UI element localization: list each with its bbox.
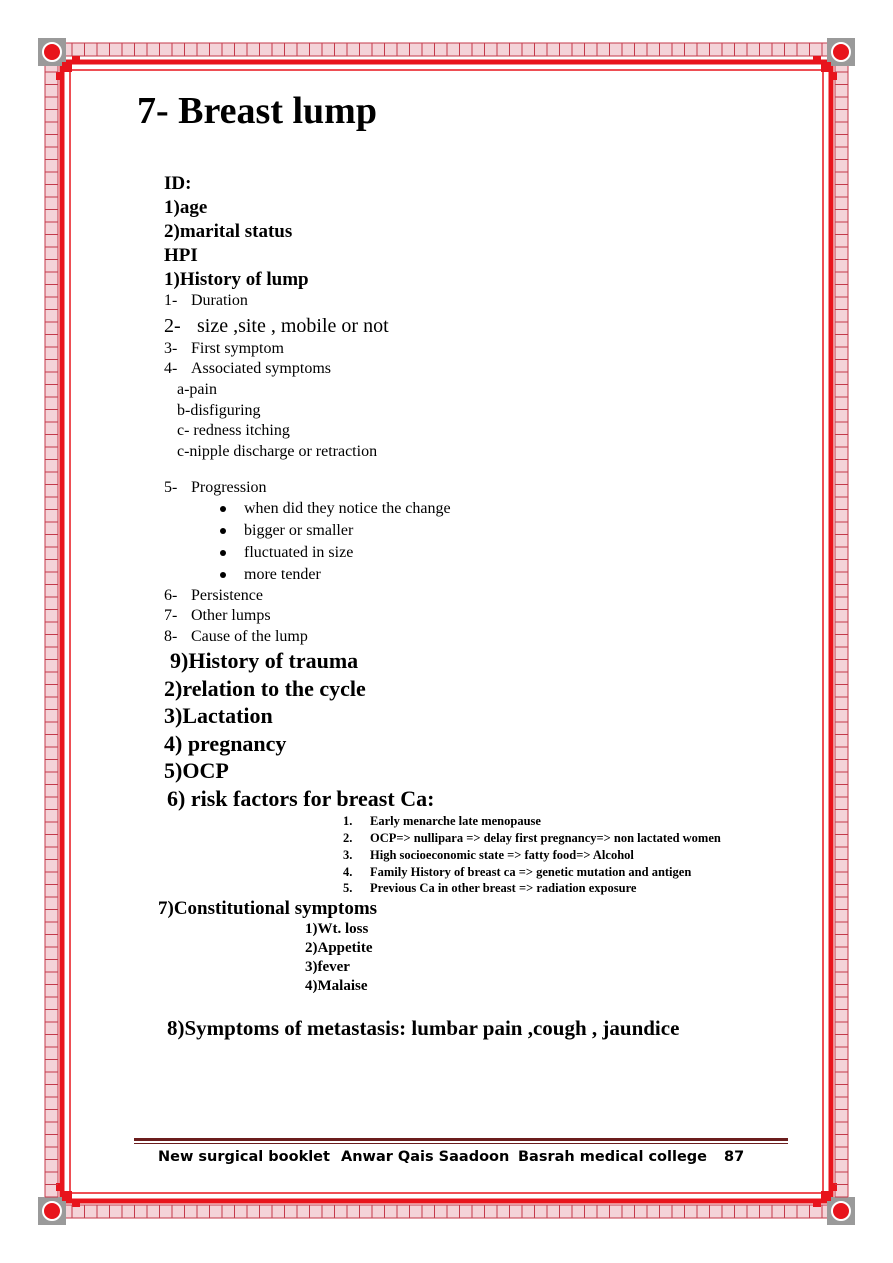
footer-booklet: New surgical booklet (158, 1149, 330, 1165)
associated-item: c-nipple discharge or retraction (177, 443, 378, 460)
progression-bullet: bigger or smaller (244, 522, 354, 539)
list-item: 3- First symptom (164, 340, 284, 357)
heading-risk-factors: 6) risk factors for breast Ca: (167, 786, 435, 811)
id-heading: ID: (164, 173, 192, 194)
progression-bullet: when did they notice the change (244, 500, 451, 517)
footer-page-number: 87 (724, 1149, 745, 1165)
risk-item: 4. Family History of breast ca => genetic mutation and antigen (343, 865, 692, 879)
constitutional-item: 2)Appetite (305, 940, 373, 956)
heading-ocp: 5)OCP (164, 758, 229, 783)
heading-pregnancy: 4) pregnancy (164, 731, 287, 756)
heading-cycle: 2)relation to the cycle (164, 676, 366, 701)
risk-item: 5. Previous Ca in other breast => radiation exposure (343, 881, 637, 895)
footer-college: Basrah medical college (518, 1149, 708, 1165)
list-item: 5- Progression (164, 479, 267, 496)
list-item: 6- Persistence (164, 587, 263, 604)
associated-item: a-pain (177, 381, 217, 398)
risk-item: 2. OCP=> nullipara => delay first pregnancy=> non lactated women (343, 831, 721, 845)
page-title: 7- Breast lump (137, 90, 377, 132)
list-item: 8- Cause of the lump (164, 628, 308, 645)
footer-author: Anwar Qais Saadoon (341, 1149, 510, 1165)
heading-lactation: 3)Lactation (164, 703, 273, 728)
progression-bullet: more tender (244, 566, 321, 583)
constitutional-item: 1)Wt. loss (305, 921, 369, 937)
risk-item: 1. Early menarche late menopause (343, 814, 541, 828)
list-item: 2- size ,site , mobile or not (164, 315, 389, 337)
heading-trauma: 9)History of trauma (170, 648, 359, 673)
associated-item: c- redness itching (177, 422, 290, 439)
constitutional-item: 3)fever (305, 959, 350, 975)
id-item-age: 1)age (164, 197, 208, 218)
bullet-icon (220, 550, 226, 556)
hpi-subheading: 1)History of lump (164, 269, 309, 290)
id-item-marital: 2)marital status (164, 221, 293, 242)
heading-metastasis: 8)Symptoms of metastasis: lumbar pain ,cough , jaundice (167, 1016, 680, 1040)
list-item: 4- Associated symptoms (164, 360, 331, 377)
footer-rule (134, 1138, 788, 1141)
heading-constitutional: 7)Constitutional symptoms (158, 898, 378, 919)
hpi-heading: HPI (164, 245, 198, 266)
footer-rule-thin (134, 1143, 788, 1144)
associated-item: b-disfiguring (177, 402, 261, 419)
risk-item: 3. High socioeconomic state => fatty food=> Alcohol (343, 848, 634, 862)
bullet-icon (220, 506, 226, 512)
list-item: 7- Other lumps (164, 607, 271, 624)
bullet-icon (220, 572, 226, 578)
bullet-icon (220, 528, 226, 534)
list-item: 1- Duration (164, 292, 248, 309)
progression-bullet: fluctuated in size (244, 544, 354, 561)
constitutional-item: 4)Malaise (305, 978, 368, 994)
